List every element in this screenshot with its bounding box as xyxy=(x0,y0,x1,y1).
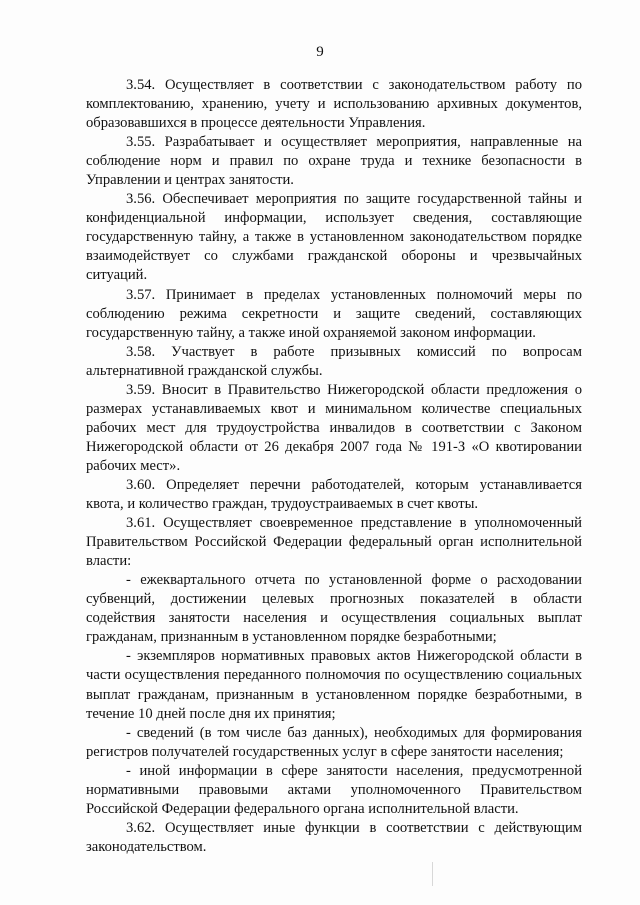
paragraph-3-54: 3.54. Осуществляет в соответствии с законодательством работу по комплектованию, хранению, учету и использованию архивных документов, образовавшихся в процессе деятельности Управления. xyxy=(86,77,582,132)
list-item-registry-data: - сведений (в том числе баз данных), необходимых для формирования регистров получателей государственных услуг в сфере занятости населения; xyxy=(86,724,582,760)
list-item-legal-acts: - экземпляров нормативных правовых актов Нижегородской области в части осуществления переданного полномочия по осуществлению социальных выплат гражданам, признанным в установленном порядке безработными, в течение 10 дней после дня их принятия; xyxy=(86,648,582,722)
paragraph-3-55: 3.55. Разрабатывает и осуществляет мероприятия, направленные на соблюдение норм и правил по охране труда и технике безопасности в Управлении и центрах занятости. xyxy=(86,134,582,189)
list-item-other-information: - иной информации в сфере занятости населения, предусмотренной нормативными правовыми актами уполномоченного Правительством Российской Федерации федерального органа исполнительной власти. xyxy=(86,762,582,817)
paragraph-3-61: 3.61. Осуществляет своевременное представление в уполномоченный Правительством Российской Федерации федеральный орган исполнительной власти: xyxy=(86,515,582,570)
paragraph-3-57: 3.57. Принимает в пределах установленных полномочий меры по соблюдению режима секретности и защите сведений, составляющих государственную тайну, а также иной охраняемой законом информации. xyxy=(86,286,582,341)
list-item-quarterly-report: - ежеквартального отчета по установленной форме о расходовании субвенций, достижении целевых прогнозных показателей в области содействия занятости населения и осуществления социальных выплат гражданам, признанным в установленном порядке безработными; xyxy=(86,572,582,646)
scan-artifact-line xyxy=(432,862,433,886)
document-body xyxy=(86,76,582,857)
paragraph-3-58: 3.58. Участвует в работе призывных комиссий по вопросам альтернативной гражданской службы. xyxy=(86,343,582,379)
page-number: 9 xyxy=(316,44,324,60)
paragraph-3-59: 3.59. Вносит в Правительство Нижегородской области предложения о размерах устанавливаемых квот и минимальном количестве специальных рабочих мест для трудоустройства инвалидов в соответствии с Законом Нижегородской области от 26 декабря 2007 года № 191-З «О квотировании рабочих мест». xyxy=(86,381,582,474)
paragraph-3-62: 3.62. Осуществляет иные функции в соответствии с действующим законодательством. xyxy=(86,819,582,855)
paragraph-3-56: 3.56. Обеспечивает мероприятия по защите государственной тайны и конфиденциальной информации, использует сведения, составляющие государственную тайну, а также в установленном законодательством порядке взаимодействует со службами гражданской обороны и чрезвычайных ситуаций. xyxy=(86,191,582,284)
paragraph-3-60: 3.60. Определяет перечни работодателей, которым устанавливается квота, и количество граждан, трудоустраиваемых в счет квоты. xyxy=(86,476,582,513)
